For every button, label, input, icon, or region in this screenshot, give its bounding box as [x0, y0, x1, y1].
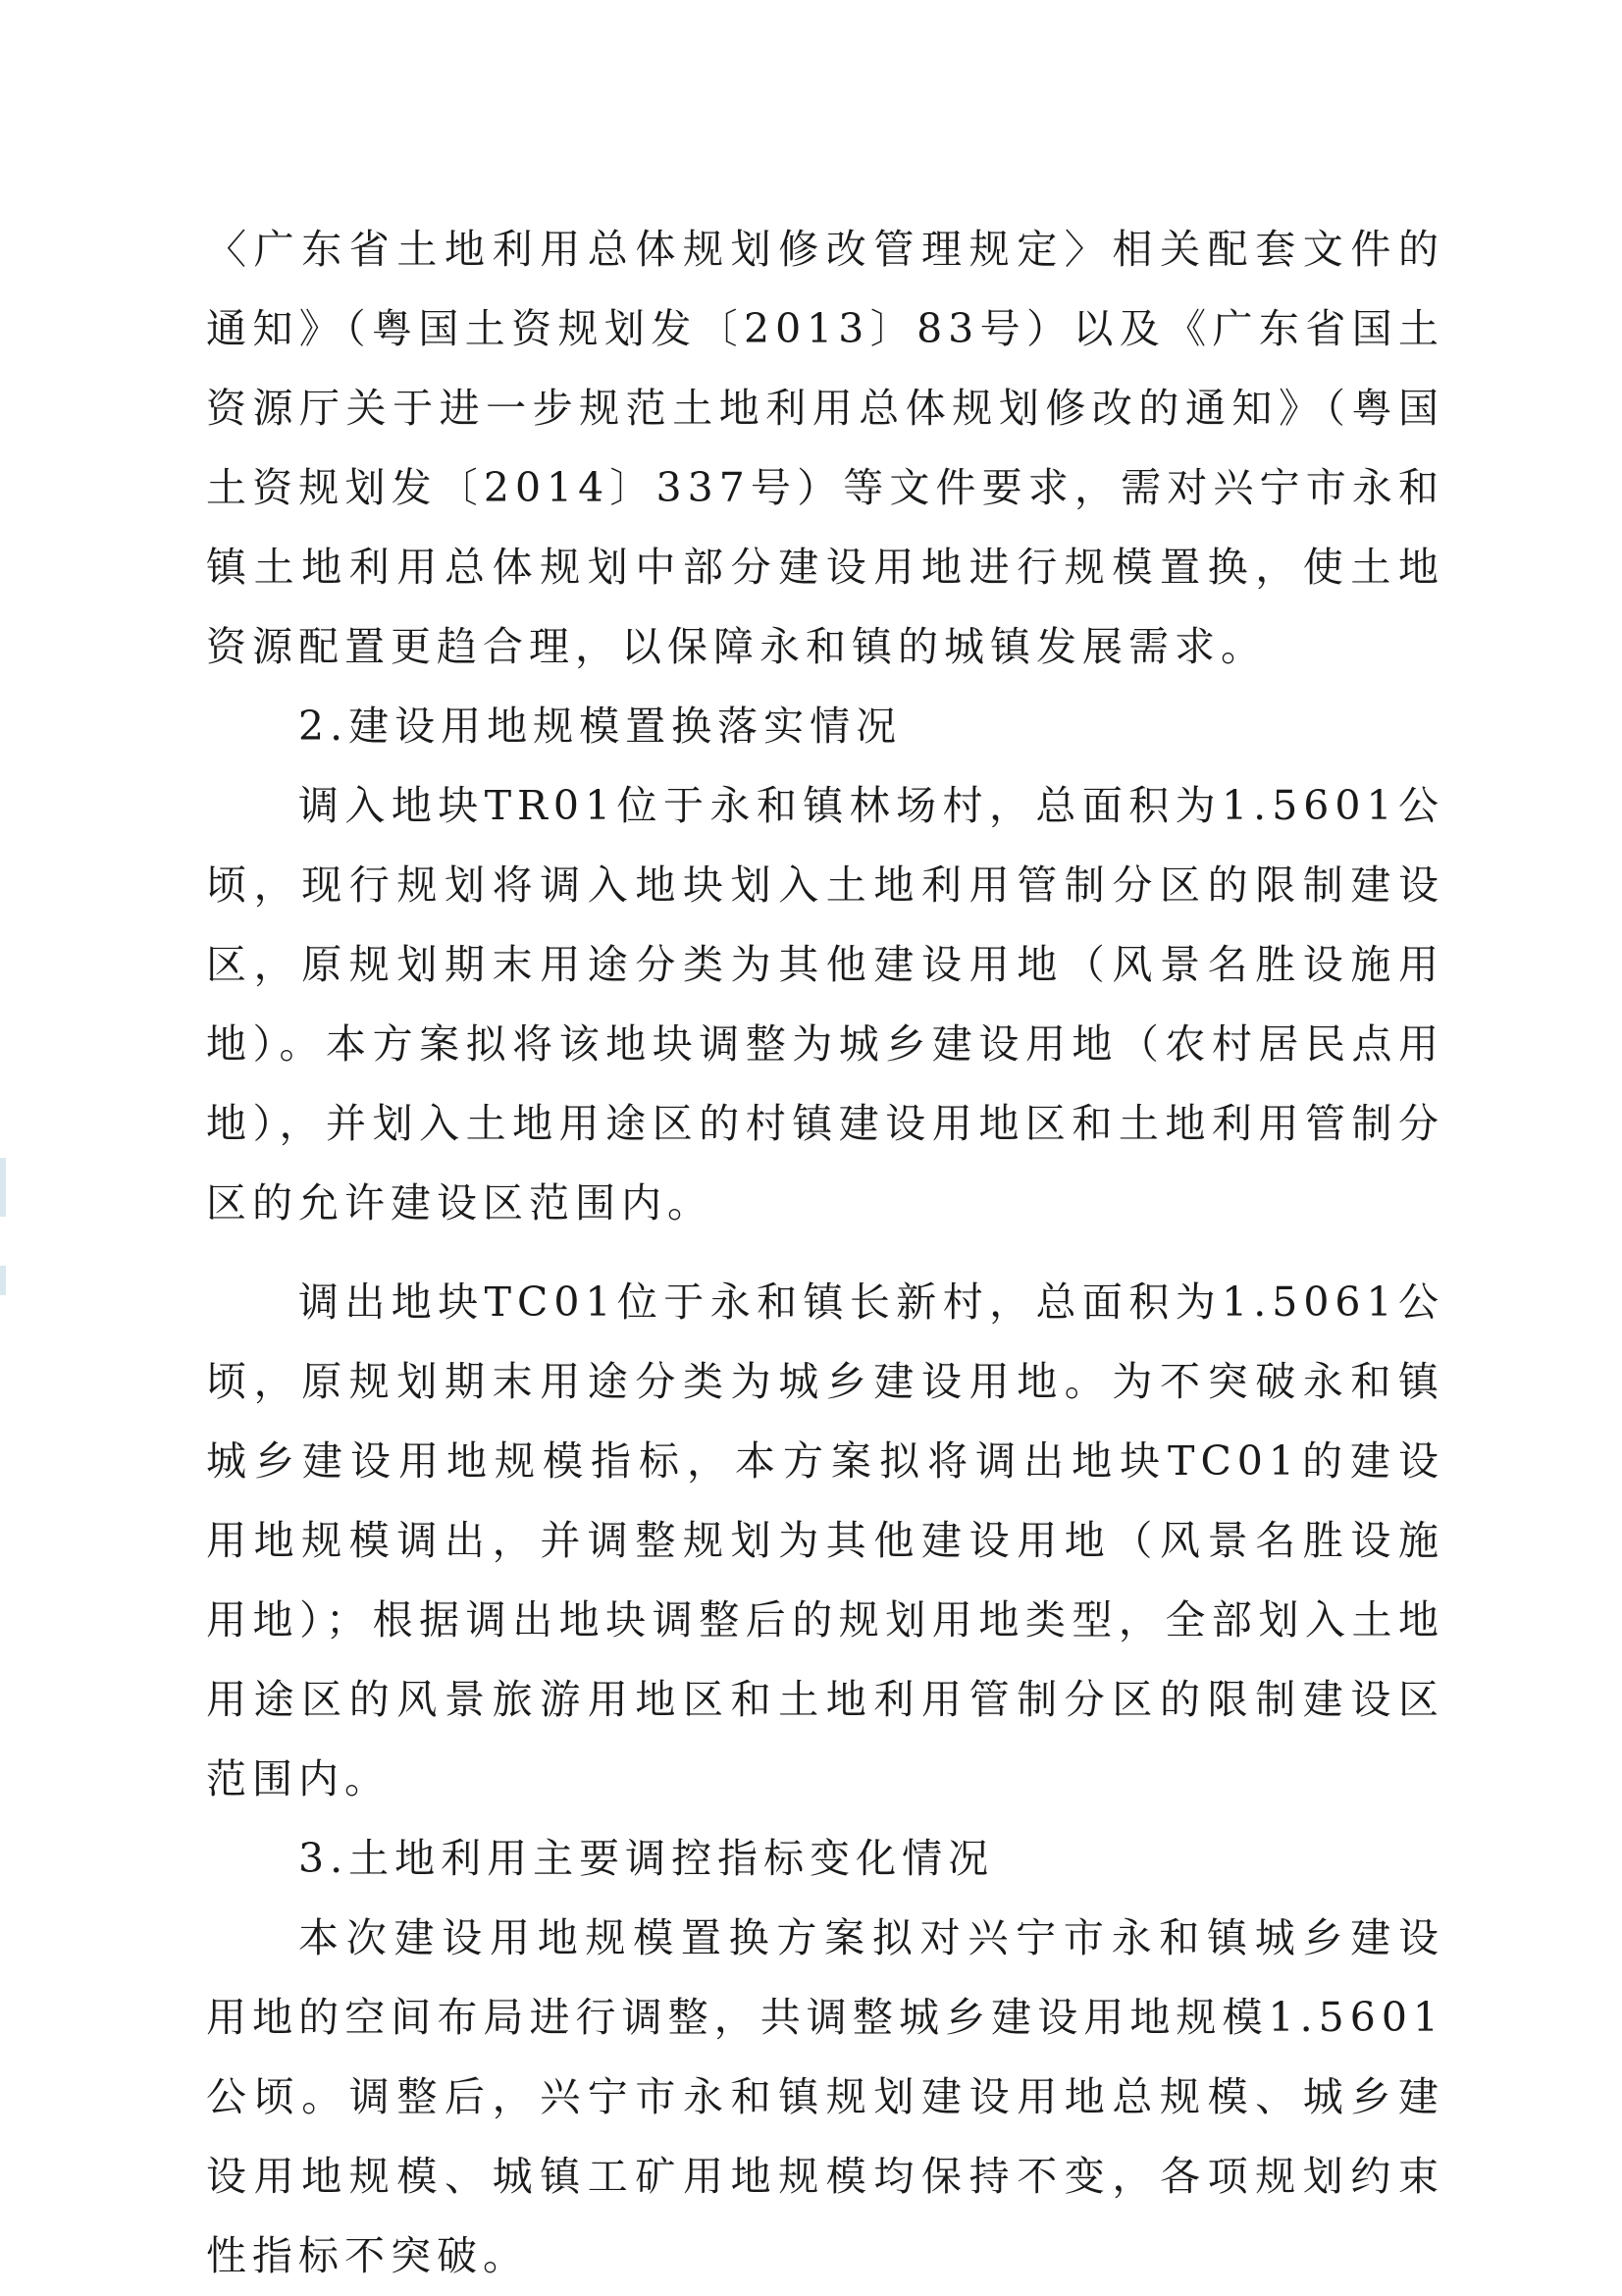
paragraph-gap	[206, 1243, 1444, 1263]
section-heading-3: 3.土地利用主要调控指标变化情况	[298, 1835, 995, 1882]
paragraph-transfer-out: 调出地块TC01位于永和镇长新村，总面积为1.5061公顷，原规划期末用途分类为城乡建设用地。为不突破永和镇城乡建设用地规模指标，本方案拟将调出地块TC01的建设用地规模调出，并调整规划为其他建设用地（风景名胜设施用地）；根据调出地块调整后的规划用地类型，全部划入土地用途区的风景旅游用地区和土地利用管制分区的限制建设区范围内。	[206, 1278, 1444, 1802]
paragraph-transfer-in: 调入地块TR01位于永和镇林场村，总面积为1.5601公顷，现行规划将调入地块划入土地利用管制分区的限制建设区，原规划期末用途分类为其他建设用地（风景名胜设施用地）。本方案拟将该地块调整为城乡建设用地（农村居民点用地），并划入土地用途区的村镇建设用地区和土地利用管制分区的允许建设区范围内。	[206, 782, 1444, 1226]
scan-edge-mark	[0, 1158, 6, 1217]
paragraph-indicators: 本次建设用地规模置换方案拟对兴宁市永和镇城乡建设用地的空间布局进行调整，共调整城乡建设用地规模1.5601公顷。调整后，兴宁市永和镇规划建设用地总规模、城乡建设用地规模、城镇工矿用地规模均保持不变，各项规划约束性指标不突破。	[206, 1914, 1444, 2279]
section-heading-2: 2.建设用地规模置换落实情况	[298, 703, 903, 750]
scan-edge-mark	[0, 1266, 6, 1295]
paragraph-intro-continued: 〈广东省土地利用总体规划修改管理规定〉相关配套文件的通知》（粤国土资规划发〔2013〕83号）以及《广东省国土资源厅关于进一步规范土地利用总体规划修改的通知》（粤国土资规划发〔2014〕337号）等文件要求，需对兴宁市永和镇土地利用总体规划中部分建设用地进行规模置换，使土地资源配置更趋合理，以保障永和镇的城镇发展需求。	[206, 226, 1444, 670]
document-body	[206, 210, 1444, 2296]
